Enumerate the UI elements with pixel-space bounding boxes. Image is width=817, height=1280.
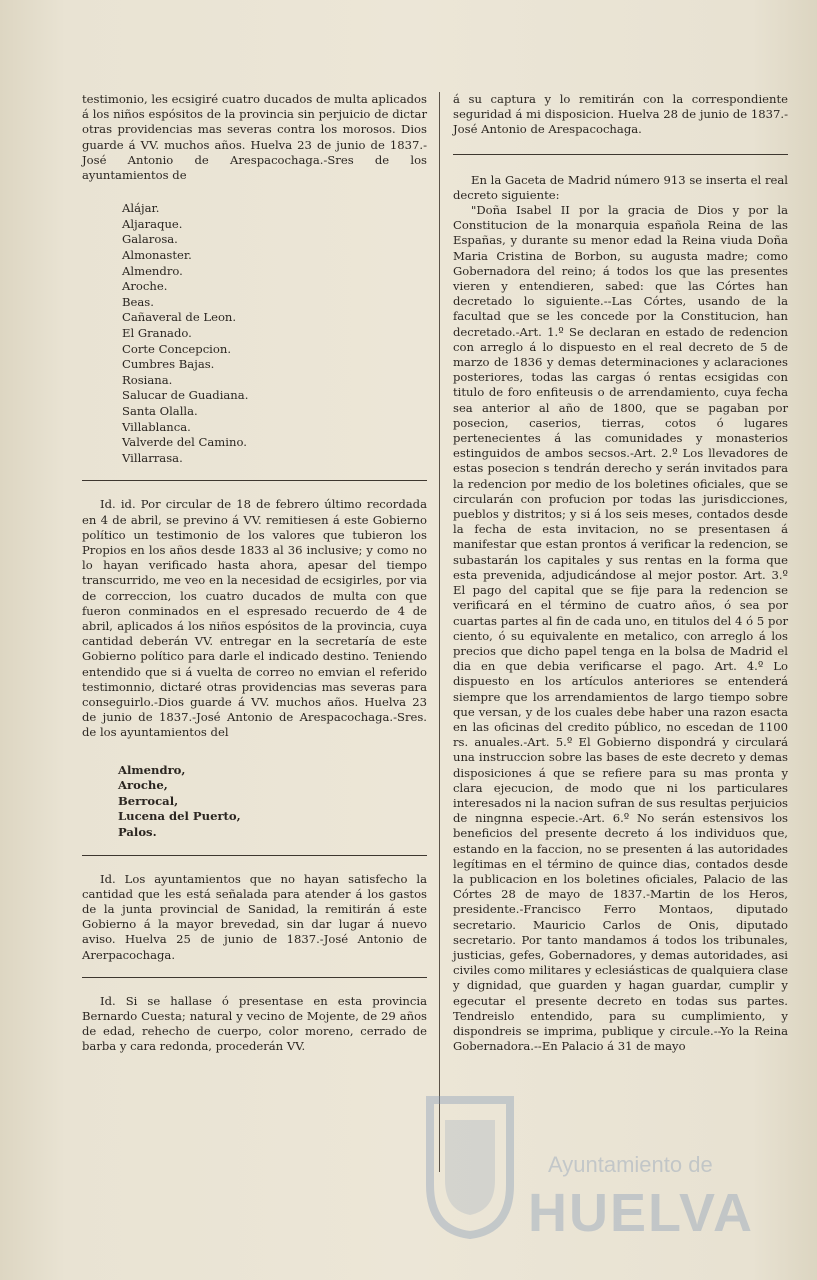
town-item: Rosiana. [122,372,173,387]
town-item: Palos. [118,824,157,839]
divider-3 [82,977,427,978]
town-item: Almendro. [122,263,183,278]
watermark [420,1090,754,1260]
town-item: Aljaraque. [122,216,183,231]
town-item: Almendro, [118,762,186,777]
town-item: Villarrasa. [122,450,183,465]
column-rule [439,92,440,1172]
left-paragraph-3: Id. Los ayuntamientos que no hayan satisfecho la cantidad que les está señalada para atender á los gastos de la junta provincial de Sanidad, la remitirán á este Gobierno á la mayor brevedad, sin dar lugar á nuevo aviso. Huelva 25 de junio de 1837.-José Antonio de Arerpacochaga. [82,871,427,962]
town-list-2 [118,763,427,841]
town-item: Villablanca. [122,419,191,434]
left-paragraph-1: testimonio, les ecsigiré cuatro ducados de multa aplicados á los niños espósitos de la provincia sin perjuicio de dictar otras providencias mas severas contra los morosos. Dios guarde á VV. muchos años. Huelva 23 de junio de 1837.-José Antonio de Arespacochaga.-Sres de los ayuntamientos de [82,92,427,183]
divider-1 [82,480,427,481]
right-paragraph-1: á su captura y lo remitirán con la correspondiente seguridad á mi disposicion. Huelva 28 de junio de 1837.-José Antonio de Arespacochaga. [453,92,788,137]
town-item: Corte Concepcion. [122,341,232,356]
town-item: El Granado. [122,325,192,340]
watermark-line-2: HUELVA [528,1183,754,1243]
right-column [453,92,788,1054]
town-item: Aroche. [122,279,168,294]
town-item: Valverde del Camino. [122,435,247,450]
watermark-line-1: Ayuntamiento de [548,1152,713,1177]
town-item: Santa Olalla. [122,403,198,418]
left-paragraph-2: Id. id. Por circular de 18 de febrero último recordada en 4 de abril, se previno á VV. remitiesen á este Gobierno político un testimonio de los valores que tubieron los Propios en los años desde 1833 al 36 inclusive; y como no lo hayan verificado hasta ahora, apesar del tiempo transcurrido, me veo en la necesidad de ecsigirles, por via de correccion, los cuatro ducados de multa con que fueron conminados en el espresado recuerdo de 4 de abril, aplicados á los niños espósitos de la provincia, cuya cantidad deberán VV. entregar en la secretaría de este Gobierno político para darle el indicado destino. Teniendo entendido que si á vuelta de correo no emvian el referido testimonnio, dictaré otras providencias mas severas para conseguirlo.-Dios guarde á VV. muchos años. Huelva 23 de junio de 1837.-José Antonio de Arespacochaga.-Sres. de los ayuntamientos del [82,497,427,740]
left-column [82,92,427,1055]
town-list-1 [122,201,427,466]
town-item: Galarosa. [122,232,178,247]
town-item: Almonaster. [122,248,192,262]
right-paragraph-2: En la Gaceta de Madrid número 913 se inserta el real decreto siguiente: [453,172,788,202]
town-item: Cañaveral de Leon. [122,310,237,325]
divider-4 [453,154,788,155]
town-item: Berrocal, [118,793,179,808]
town-item: Salucar de Guadiana. [122,388,249,403]
town-item: Beas. [122,294,154,309]
city-shield-icon [420,1090,520,1240]
town-item: Cumbres Bajas. [122,357,215,372]
divider-2 [82,855,427,856]
town-item: Aroche, [118,778,168,793]
right-paragraph-3: "Doña Isabel II por la gracia de Dios y por la Constitucion de la monarquia española Reina de las Españas, y durante su menor edad la Reina viuda Doña Maria Cristina de Borbon, su augusta madre; como Gobernadora del reino; á todos los que las presentes vieren y entendieren, sabed: que las Córtes han decretado lo siguiente.--Las Córtes, usando de la facultad que se les concede por la Constitucion, han decretado.-Art. 1.º Se declaran en estado de redencion con arreglo á lo dispuesto en el real decreto de 5 de marzo de 1836 y demas determinaciones y aclaraciones posteriores, todas las cargas ó rentas ecsigidas con titulo de foro enfiteusis o de arrendamiento, cuya fecha sea anterior al año de 1800, que se pagaban por posecion, caserios, tierras, cotos ó lugares pertenecientes á las comunidades y monasterios estinguidos de ambos secsos.-Art. 2.º Los llevadores de estas posecion s tendrán derecho y serán invitados para la redencion por medio de los boletines oficiales, que se circularán con profucion por todas las jurisdicciones, pueblos y distritos; y si á los seis meses, contados desde la fecha de esta invitacion, no se presentasen á manifestar que estan prontos á verificar la redencion, se subastarán los capitales y sus rentas en la forma que esta prevenida, adjudicándose al mejor postor. Art. 3.º El pago del capital que se fije para la redencion se verificará en el término de cuatro años, ó sea por cuartas partes al fin de cada uno, en titulos del 4 ó 5 por ciento, ó su equivalente en metalico, con arreglo á los precios que dicho papel tenga en la bolsa de Madrid el dia en que debia verificarse el pago. Art. 4.º Lo dispuesto en los artículos anteriores se entenderá siempre que los arrendamientos de largo tiempo sobre que versan, y de los cuales debe haber una razon esacta en las oficinas del credito público, no escedan de 1100 rs. anuales.-Art. 5.º El Gobierno dispondrá y circulará una instruccion sobre las bases de este decreto y demas disposiciones á que se refiere para su mas pronta y clara ejecucion, de modo que ni los particulares interesados ni la nacion sufran de sus resultas perjuicios de ningnna especie.-Art. 6.º No serán estensivos los beneficios del presente decreto á los individuos que, estando en la faccion, no se presenten á las autoridades legítimas en el término de quince dias, contados desde la publicacion en los boletines oficiales, Palacio de las Córtes 28 de mayo de 1837.-Martin de los Heros, presidente.-Francisco Ferro Montaos, diputado secretario. Mauricio Carlos de Onis, diputado secretario. Por tanto mandamos á todos los tribunales, justicias, gefes, Gobernadores, y demas autoridades, asi civiles como militares y eclesiásticas de qualquiera clase y dignidad, que guarden y hagan guardar, cumplir y egecutar el presente decreto en todas sus partes. Tendreislo entendido, para su cumplimiento, y dispondreis se imprima, publique y circule.--Yo la Reina Gobernadora.--En Palacio á 31 de mayo [453,203,788,1054]
left-paragraph-4: Id. Si se hallase ó presentase en esta provincia Bernardo Cuesta; natural y vecino de Mojente, de 29 años de edad, rehecho de cuerpo, color moreno, cerrado de barba y cara redonda, procederán VV. [82,993,427,1054]
town-item: Lucena del Puerto, [118,809,241,824]
town-item: Alájar. [122,201,160,216]
